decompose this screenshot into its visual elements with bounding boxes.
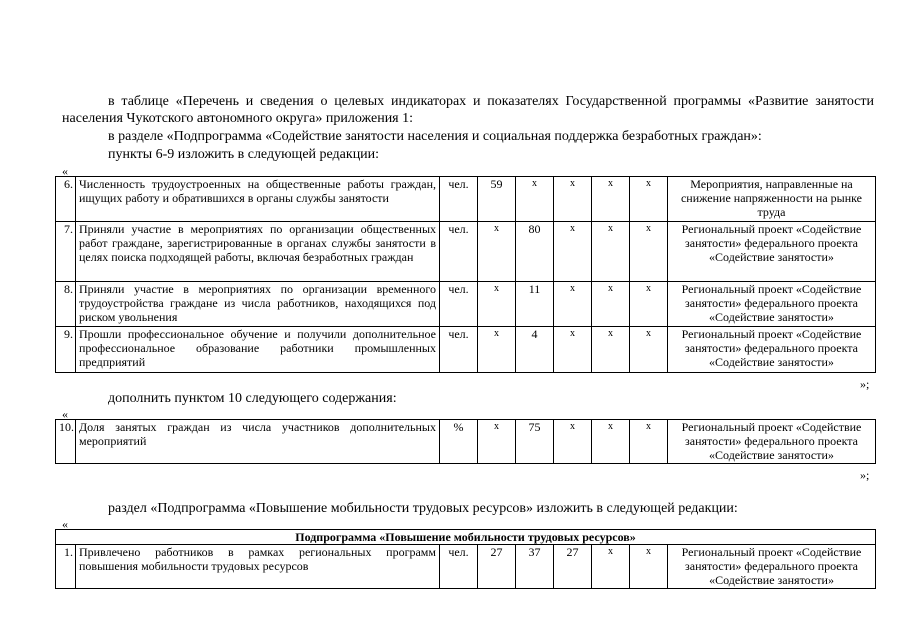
row-number: 10. [56, 420, 76, 464]
value-cell: x [592, 282, 630, 327]
row-number: 9. [56, 327, 76, 373]
unit-cell: чел. [440, 282, 478, 327]
value-cell: 27 [478, 545, 516, 589]
section-paragraph [108, 128, 874, 145]
value-cell: x [630, 420, 668, 464]
table-row [56, 282, 876, 327]
table-row [56, 327, 876, 373]
unit-cell: чел. [440, 545, 478, 589]
value-cell: x [592, 327, 630, 373]
source-cell: Региональный проект «Содействие занятости» федерального проекта «Содействие занятости» [668, 327, 876, 373]
unit-cell: чел. [440, 222, 478, 282]
value-cell: x [630, 327, 668, 373]
open-quote-2: « [62, 407, 68, 421]
value-cell: x [478, 282, 516, 327]
value-cell: x [592, 420, 630, 464]
indicators-table-1 [55, 176, 876, 373]
indicator-name: Численность трудоустроенных на общественные работы граждан, ищущих работу и обратившихся в органы службы занятости [76, 177, 440, 222]
unit-cell: чел. [440, 327, 478, 373]
row-number: 1. [56, 545, 76, 589]
indicators-table-2 [55, 419, 876, 464]
value-cell: 11 [516, 282, 554, 327]
intro-text: в таблице «Перечень и сведения о целевых индикаторах и показателях Государственной программы «Развитие занятости населения Чукотского автономного округа» приложения 1: [62, 94, 874, 126]
value-cell: x [630, 282, 668, 327]
mobility-paragraph [108, 500, 874, 517]
value-cell: 37 [516, 545, 554, 589]
mobility-table [55, 529, 876, 589]
open-quote-3: « [62, 517, 68, 531]
value-cell: x [592, 177, 630, 222]
value-cell: 4 [516, 327, 554, 373]
value-cell: 27 [554, 545, 592, 589]
close-quote-2: »; [860, 468, 870, 482]
indicator-name: Привлечено работников в рамках региональных программ повышения мобильности трудовых ресурсов [76, 545, 440, 589]
table-row [56, 222, 876, 282]
intro-paragraph [62, 93, 874, 127]
indicator-name: Приняли участие в мероприятиях по организации временного трудоустройства граждане из числа работников, находящихся под риском увольнения [76, 282, 440, 327]
source-cell: Региональный проект «Содействие занятости» федерального проекта «Содействие занятости» [668, 282, 876, 327]
indicator-name: Доля занятых граждан из числа участников дополнительных мероприятий [76, 420, 440, 464]
value-cell: 59 [478, 177, 516, 222]
unit-cell: чел. [440, 177, 478, 222]
source-cell: Региональный проект «Содействие занятости» федерального проекта «Содействие занятости» [668, 420, 876, 464]
row-number: 8. [56, 282, 76, 327]
table-header-row [56, 530, 876, 545]
value-cell: 75 [516, 420, 554, 464]
indicator-name: Прошли профессиональное обучение и получили дополнительное профессиональное образование работники промышленных предприятий [76, 327, 440, 373]
value-cell: x [630, 545, 668, 589]
value-cell: 80 [516, 222, 554, 282]
points-paragraph [108, 146, 874, 163]
close-quote-1: »; [860, 377, 870, 391]
add-text: дополнить пунктом 10 следующего содержания: [108, 391, 397, 406]
value-cell: x [554, 282, 592, 327]
value-cell: x [592, 222, 630, 282]
value-cell: x [554, 327, 592, 373]
value-cell: x [478, 327, 516, 373]
value-cell: x [630, 177, 668, 222]
value-cell: x [592, 545, 630, 589]
row-number: 6. [56, 177, 76, 222]
value-cell: x [516, 177, 554, 222]
open-quote-1: « [62, 164, 68, 178]
value-cell: x [630, 222, 668, 282]
value-cell: x [554, 420, 592, 464]
points-text: пункты 6-9 изложить в следующей редакции: [108, 147, 380, 162]
indicator-name: Приняли участие в мероприятиях по организации общественных работ граждане, зарегистрированные в органах службы занятости в целях поиска подходящей работы, включая безработных граждан [76, 222, 440, 282]
value-cell: x [478, 222, 516, 282]
table-row [56, 177, 876, 222]
add-paragraph [108, 390, 874, 407]
mobility-text: раздел «Подпрограмма «Повышение мобильности трудовых ресурсов» изложить в следующей редакции: [108, 501, 738, 516]
source-cell: Мероприятия, направленные на снижение напряженности на рынке труда [668, 177, 876, 222]
value-cell: x [554, 177, 592, 222]
unit-cell: % [440, 420, 478, 464]
source-cell: Региональный проект «Содействие занятости» федерального проекта «Содействие занятости» [668, 545, 876, 589]
source-cell: Региональный проект «Содействие занятости» федерального проекта «Содействие занятости» [668, 222, 876, 282]
value-cell: x [554, 222, 592, 282]
row-number: 7. [56, 222, 76, 282]
table-row [56, 545, 876, 589]
subprogram-title: Подпрограмма «Повышение мобильности трудовых ресурсов» [56, 530, 876, 545]
section-text: в разделе «Подпрограмма «Содействие занятости населения и социальная поддержка безработных граждан»: [108, 129, 762, 144]
table-row [56, 420, 876, 464]
value-cell: x [478, 420, 516, 464]
